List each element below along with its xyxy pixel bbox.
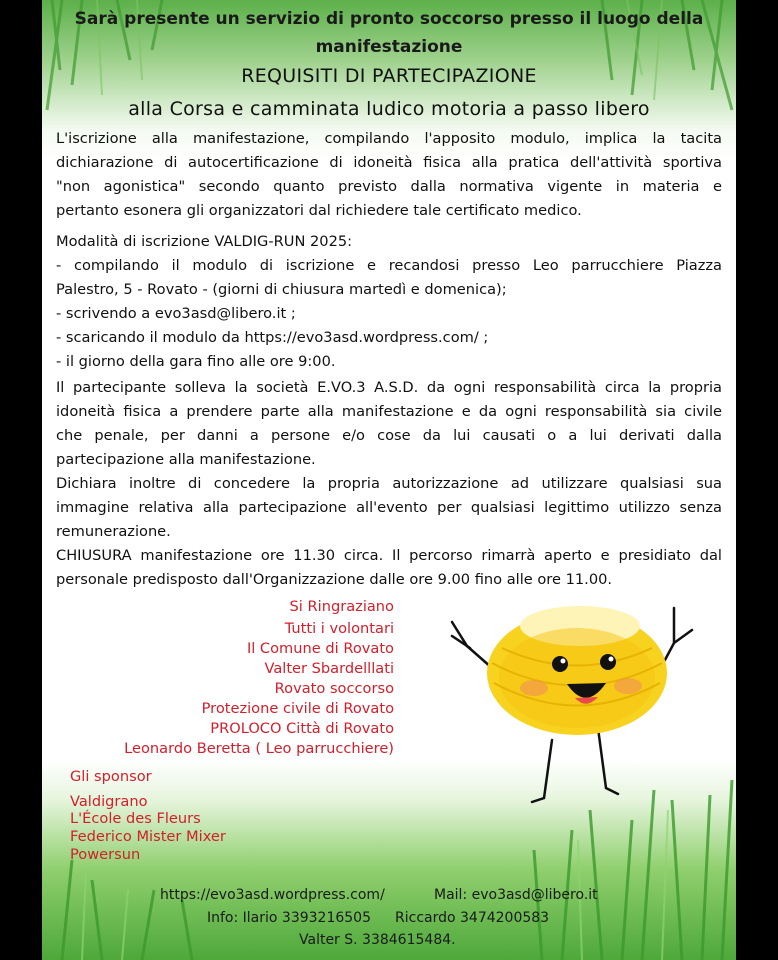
thanks-item: Protezione civile di Rovato — [201, 700, 394, 717]
paragraph-line: che penale, per danni a persone e/o cose da lui causati o a lui derivati dalla — [56, 427, 722, 444]
requirements-title: REQUISITI DI PARTECIPAZIONE — [241, 65, 537, 87]
thanks-item: Valter Sbardelllati — [264, 660, 394, 677]
footer-mail: Mail: evo3asd@libero.it — [434, 887, 598, 903]
paragraph-line: "non agonistica" secondo quanto previsto dalla normativa vigente in materia e — [56, 178, 722, 195]
closing-line: personale predisposto dall'Organizzazione dalle ore 9.00 fino alle ore 11.00. — [56, 571, 613, 588]
pasta-mascot-illustration — [412, 588, 712, 808]
thanks-item: Tutti i volontari — [284, 620, 394, 637]
thanks-item: Leonardo Beretta ( Leo parrucchiere) — [124, 740, 394, 757]
footer-website: https://evo3asd.wordpress.com/ — [160, 887, 385, 903]
sponsors-title: Gli sponsor — [70, 768, 152, 785]
paragraph-line: pertanto esonera gli organizzatori dal richiedere tale certificato medico. — [56, 202, 582, 219]
paragraph-line: L'iscrizione alla manifestazione, compilando l'apposito modulo, implica la tacita — [56, 130, 722, 147]
thanks-item: Rovato soccorso — [274, 680, 394, 697]
registration-heading: Modalità di iscrizione VALDIG-RUN 2025: — [56, 233, 353, 250]
footer-riccardo: Riccardo 3474200583 — [395, 910, 550, 926]
requirements-subtitle: alla Corsa e camminata ludico motoria a passo libero — [128, 98, 650, 120]
first-aid-notice-cont: manifestazione — [315, 37, 463, 57]
footer-valter: Valter S. 3384615484. — [299, 932, 456, 948]
closing-line: CHIUSURA manifestazione ore 11.30 circa. Il percorso rimarrà aperto e presidiato dal — [56, 547, 722, 564]
footer-info: Info: Ilario 3393216505 — [207, 910, 371, 926]
event-poster — [42, 0, 736, 960]
registration-line: - il giorno della gara fino alle ore 9:00. — [56, 353, 336, 370]
thanks-title: Si Ringraziano — [289, 598, 394, 615]
thanks-item: PROLOCO Città di Rovato — [210, 720, 394, 737]
sponsor-item: Powersun — [70, 846, 141, 863]
first-aid-notice: Sarà presente un servizio di pronto soccorso presso il luogo della — [74, 9, 704, 29]
paragraph-line: dichiarazione di autocertificazione di idoneità fisica alla pratica dell'attività sportiva — [56, 154, 722, 171]
paragraph-line: immagine relativa alla partecipazione all'evento per qualsiasi legittimo utilizzo senza — [56, 499, 722, 516]
thanks-item: Il Comune di Rovato — [246, 640, 394, 657]
paragraph-line: remunerazione. — [56, 523, 171, 540]
paragraph-line: idoneità fisica a prendere parte alla manifestazione e da ogni responsabilità sia civile — [56, 403, 722, 420]
registration-line: Palestro, 5 - Rovato - (giorni di chiusura martedì e domenica); — [56, 281, 507, 298]
paragraph-line: Dichiara inoltre di concedere la propria autorizzazione ad utilizzare qualsiasi sua — [56, 475, 722, 492]
registration-line: - compilando il modulo di iscrizione e recandosi presso Leo parrucchiere Piazza — [56, 257, 722, 274]
sponsor-item: Federico Mister Mixer — [70, 828, 226, 845]
paragraph-line: partecipazione alla manifestazione. — [56, 451, 316, 468]
registration-website-line: - scaricando il modulo da https://evo3asd.wordpress.com/ ; — [56, 329, 489, 346]
sponsor-item: L'École des Fleurs — [70, 810, 201, 827]
sponsor-item: Valdigrano — [70, 793, 148, 810]
registration-email-line: - scrivendo a evo3asd@libero.it ; — [56, 305, 296, 322]
paragraph-line: Il partecipante solleva la società E.VO.3 A.S.D. da ogni responsabilità circa la propria — [56, 379, 722, 396]
